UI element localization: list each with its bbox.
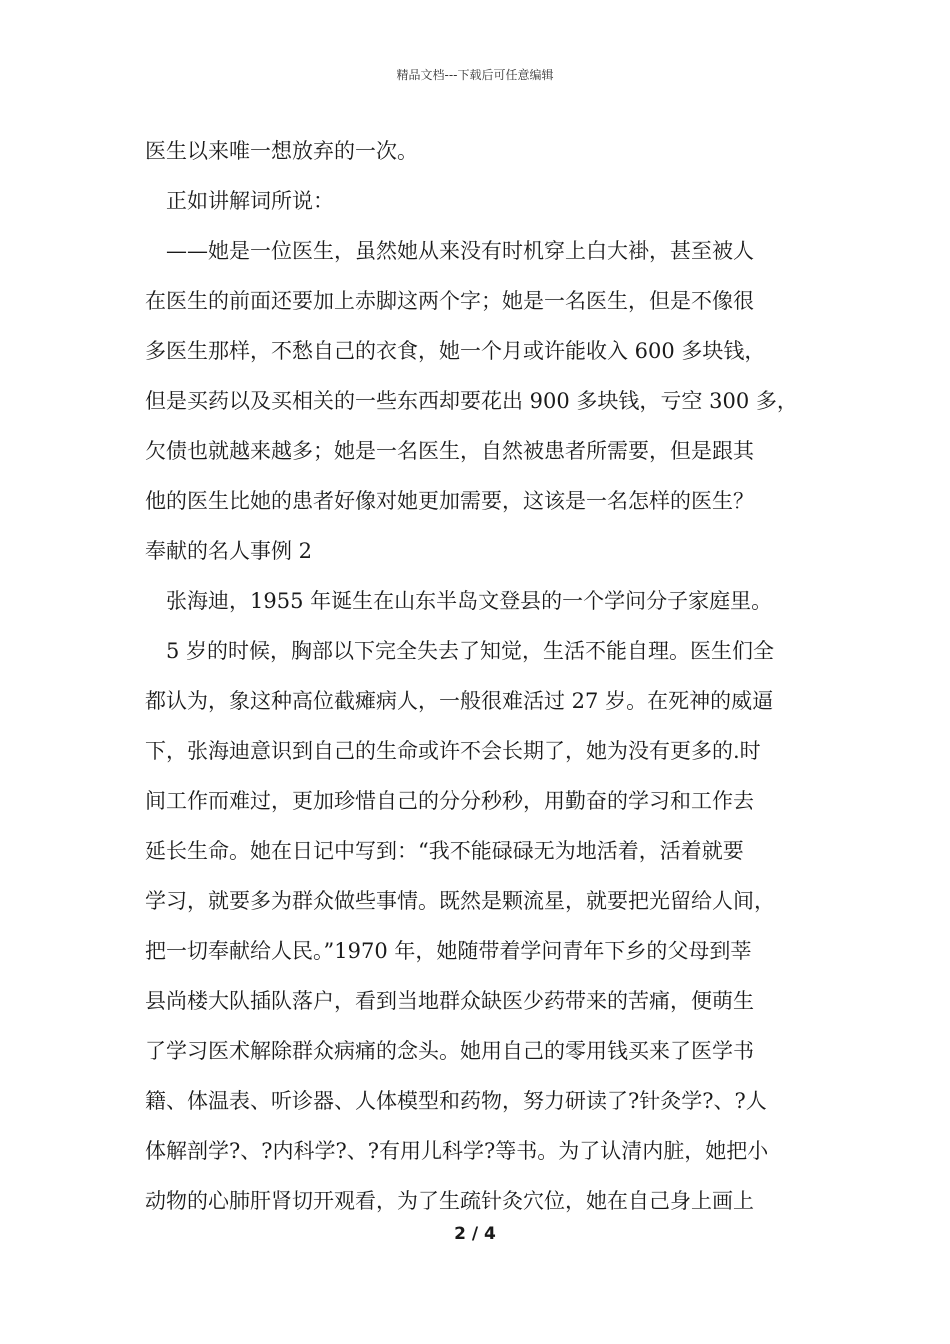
text-line: 延长生命。她在日记中写到：“我不能碌碌无为地活着，活着就要: [145, 839, 744, 863]
text-line: 把一切奉献给人民。”1970 年，她随带着学问青年下乡的父母到莘: [145, 939, 752, 963]
text-line: 间工作而难过，更加珍惜自己的分分秒秒，用勤奋的学习和工作去: [145, 789, 754, 813]
text-line: 正如讲解词所说：: [166, 189, 334, 213]
text-line: 下，张海迪意识到自己的生命或许不会长期了，她为没有更多的.时: [145, 739, 761, 763]
section-heading: 奉献的名人事例 2: [145, 539, 313, 563]
text-line: 动物的心肺肝肾切开观看，为了生疏针灸穴位，她在自己身上画上: [145, 1189, 754, 1213]
text-line: 在医生的前面还要加上赤脚这两个字；她是一名医生，但是不像很: [145, 289, 754, 313]
text-line: 他的医生比她的患者好像对她更加需要，这该是一名怎样的医生？: [145, 489, 754, 513]
text-line: 但是买药以及买相关的一些东西却要花出 900 多块钱，亏空 300 多，: [145, 389, 798, 413]
text-line: 体解剖学?、?内科学?、?有用儿科学?等书。为了认清内脏，她把小: [145, 1139, 769, 1163]
text-line: 县尚楼大队插队落户，看到当地群众缺医少药带来的苦痛，便萌生: [145, 989, 754, 1013]
text-line: 籍、体温表、听诊器、人体模型和药物，努力研读了?针灸学?、?人: [145, 1089, 767, 1113]
page-number: 2 / 4: [454, 1224, 496, 1244]
document-body: [145, 126, 825, 1226]
text-line: 张海迪，1955 年诞生在山东半岛文登县的一个学问分子家庭里。: [166, 589, 773, 613]
text-line: 5 岁的时候，胸部以下完全失去了知觉，生活不能自理。医生们全: [166, 639, 775, 663]
page-header: 精品文档---下载后可任意编辑: [396, 68, 554, 82]
text-line: 多医生那样，不愁自己的衣食，她一个月或许能收入 600 多块钱，: [145, 339, 766, 363]
text-line: 学习，就要多为群众做些事情。既然是颗流星，就要把光留给人间，: [145, 889, 775, 913]
text-line: ——她是一位医生，虽然她从来没有时机穿上白大褂，甚至被人: [166, 239, 754, 263]
text-line: 欠债也就越来越多；她是一名医生，自然被患者所需要，但是跟其: [145, 439, 754, 463]
text-line: 了学习医术解除群众病痛的念头。她用自己的零用钱买来了医学书: [145, 1039, 754, 1063]
text-line: 医生以来唯一想放弃的一次。: [145, 139, 418, 163]
text-line: 都认为，象这种高位截瘫病人，一般很难活过 27 岁。在死神的威逼: [145, 689, 774, 713]
